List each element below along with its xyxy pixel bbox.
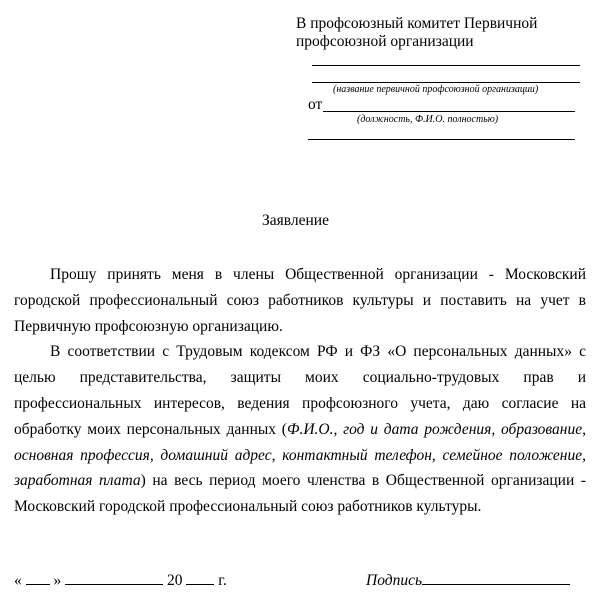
document-body <box>14 262 586 520</box>
org-name-line-1 <box>312 65 580 66</box>
personal-data-list: Ф.И.О., год и дата рождения, образование, основная профессия, домашний адрес, контактный телефон, семейное положение, заработная плата <box>14 420 586 490</box>
month-blank[interactable] <box>65 570 163 585</box>
paragraph-consent <box>14 339 586 520</box>
applicant-line <box>323 111 575 112</box>
org-name-caption: (название первичной профсоюзной организации) <box>333 84 539 95</box>
year-suffix: г. <box>218 572 227 589</box>
date-quote-close: » <box>53 572 62 589</box>
signature-blank[interactable] <box>422 570 570 585</box>
day-blank[interactable] <box>26 570 50 585</box>
signature-field <box>366 570 570 590</box>
signature-label: Подпись <box>366 572 423 589</box>
consent-text-start: В соответствии с Трудовым кодексом РФ и ФЗ «О персональных данных» с целью представительства, защиты моих социально-трудовых прав и профессиональных интересов, ведения профсоюзного учета, даю согласие на обработку моих персональных данных ( <box>14 343 586 438</box>
paragraph-request: Прошу принять меня в члены Общественной организации - Московский городской профессиональный союз работников культуры и поставить на учет в Первичную профсоюзную организацию. <box>14 266 586 335</box>
addressee-line-1: В профсоюзный комитет Первичной <box>296 15 538 32</box>
org-name-line-2 <box>312 82 580 83</box>
from-label: от <box>308 96 323 113</box>
applicant-caption: (должность, Ф.И.О. полностью) <box>357 114 499 125</box>
date-quote-open: « <box>14 572 22 589</box>
document-title: Заявление <box>262 212 329 229</box>
applicant-line-2 <box>308 139 575 140</box>
consent-text-end: ) на весь период моего членства в Общественной организации - Московский городской профессиональный союз работников культуры. <box>14 472 586 516</box>
year-blank[interactable] <box>186 570 214 585</box>
date-field <box>14 570 227 590</box>
addressee-line-2: профсоюзной организации <box>296 33 474 50</box>
year-prefix: 20 <box>167 572 183 589</box>
